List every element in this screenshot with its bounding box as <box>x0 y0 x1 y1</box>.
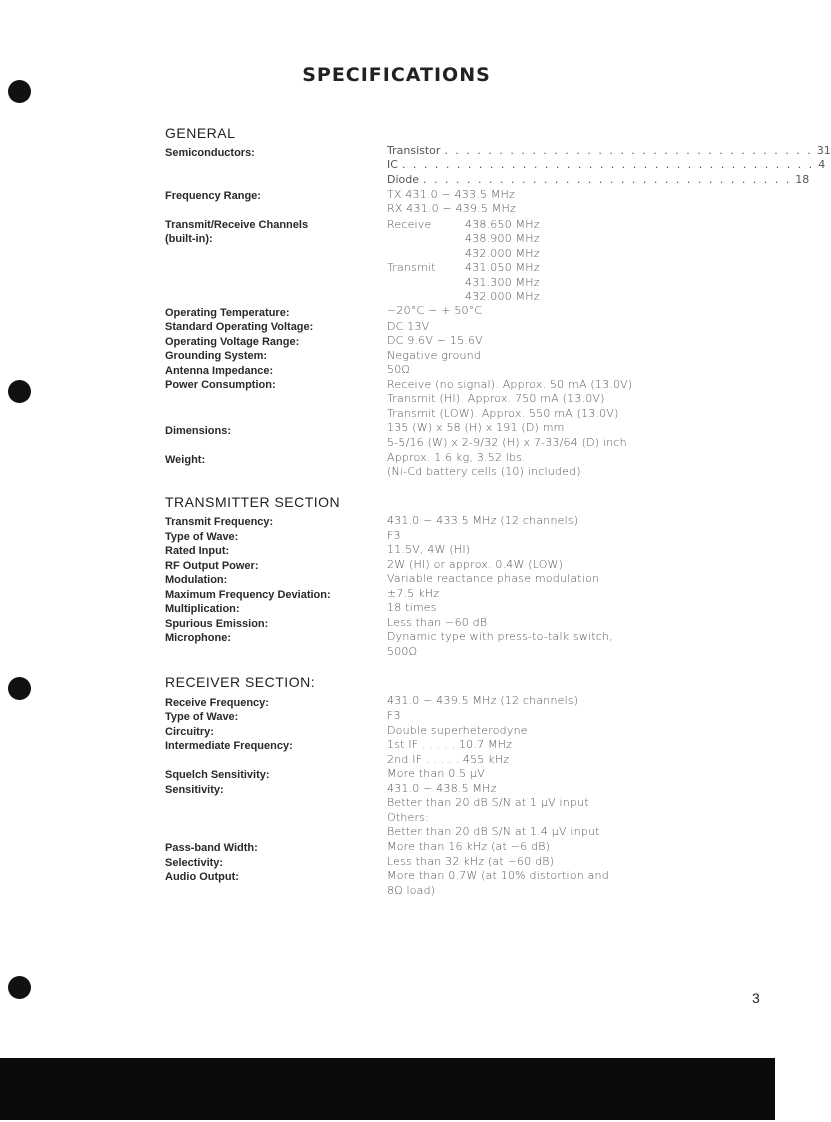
standard-voltage: DC 13V <box>387 320 430 333</box>
audio-output-load: 8Ω load) <box>387 884 436 897</box>
spurious-emission: Less than −60 dB <box>387 616 488 629</box>
microphone: Dynamic type with press-to-talk switch, <box>387 630 613 643</box>
selectivity: Less than 32 kHz (at −60 dB) <box>387 855 555 868</box>
power-transmit-hi: Transmit (HI). Approx. 750 mA (13.0V) <box>387 392 605 405</box>
dimensions-label: Dimensions: <box>165 425 232 437</box>
tx-type-of-wave-label: Type of Wave: <box>165 531 239 543</box>
passband-width: More than 16 kHz (at −6 dB) <box>387 840 551 853</box>
rf-output: 2W (HI) or approx. 0.4W (LOW) <box>387 558 564 571</box>
antenna-label: Antenna Impedance: <box>165 365 274 377</box>
circuitry: Double superheterodyne <box>387 724 528 737</box>
scan-edge-bar <box>0 1058 775 1120</box>
max-deviation: ±7.5 kHz <box>387 587 440 600</box>
operating-temperature-label: Operating Temperature: <box>165 307 290 319</box>
antenna-impedance: 50Ω <box>387 363 411 376</box>
sensitivity-label: Sensitivity: <box>165 784 224 796</box>
dot-leader: . . . . . . . . . . . . . . . . . . . . . . . . . . . . . . . . . . <box>444 144 813 157</box>
sensitivity-others-value: Better than 20 dB S/N at 1.4 μV input <box>387 825 600 838</box>
operating-temperature: −20°C ~ + 50°C <box>387 304 483 317</box>
dimensions-inch: 5-5/16 (W) x 2-9/32 (H) x 7-33/64 (D) inch <box>387 436 627 449</box>
semiconductor-row <box>387 144 831 157</box>
receive-channel: 438.900 MHz <box>465 232 540 245</box>
audio-output: More than 0.7W (at 10% distortion and <box>387 869 609 882</box>
page-number: 3 <box>752 990 760 1006</box>
receive-channels-label: Receive <box>387 218 432 231</box>
semiconductor-name: Transistor <box>387 144 441 157</box>
sensitivity-value: Better than 20 dB S/N at 1 μV input <box>387 796 589 809</box>
rx-type-of-wave-label: Type of Wave: <box>165 711 239 723</box>
if-label: Intermediate Frequency: <box>165 740 293 752</box>
power-receive: Receive (no signal). Approx. 50 mA (13.0V) <box>387 378 633 391</box>
channels-label-2: (built-in): <box>165 233 213 245</box>
transmit-channel: 431.050 MHz <box>465 261 540 274</box>
receive-frequency: 431.0 ~ 439.5 MHz (12 channels) <box>387 694 579 707</box>
dimensions-mm: 135 (W) x 58 (H) x 191 (D) mm <box>387 421 565 434</box>
semiconductor-count: 31 <box>816 144 831 157</box>
semiconductor-row <box>387 158 826 171</box>
frequency-range-label: Frequency Range: <box>165 190 261 202</box>
spurious-label: Spurious Emission: <box>165 618 269 630</box>
semiconductors-label: Semiconductors: <box>165 147 255 159</box>
sensitivity-range: 431.0 ~ 438.5 MHz <box>387 782 497 795</box>
microphone-label: Microphone: <box>165 632 231 644</box>
transmit-channels-label: Transmit <box>387 261 436 274</box>
rx-type-of-wave: F3 <box>387 709 401 722</box>
voltage-range-label: Operating Voltage Range: <box>165 336 300 348</box>
page-title: SPECIFICATIONS <box>302 64 491 86</box>
modulation: Variable reactance phase modulation <box>387 572 600 585</box>
selectivity-label: Selectivity: <box>165 857 224 869</box>
squelch-sensitivity: More than 0.5 μV <box>387 767 485 780</box>
receive-frequency-label: Receive Frequency: <box>165 697 269 709</box>
squelch-label: Squelch Sensitivity: <box>165 769 270 781</box>
rated-input-label: Rated Input: <box>165 545 230 557</box>
semiconductor-row <box>387 173 810 186</box>
voltage-range: DC 9.6V ~ 15.6V <box>387 334 483 347</box>
transmitter-heading: TRANSMITTER SECTION <box>165 494 341 510</box>
audio-output-label: Audio Output: <box>165 871 239 883</box>
rf-output-label: RF Output Power: <box>165 560 259 572</box>
multiplication: 18 times <box>387 601 437 614</box>
frequency-range-rx: RX 431.0 ~ 439.5 MHz <box>387 202 516 215</box>
max-deviation-label: Maximum Frequency Deviation: <box>165 589 331 601</box>
transmit-frequency-label: Transmit Frequency: <box>165 516 274 528</box>
dot-leader: . . . . . . . . . . . . . . . . . . . . . . . . . . . . . . . . . . <box>423 173 792 186</box>
binder-hole <box>8 80 31 103</box>
standard-voltage-label: Standard Operating Voltage: <box>165 321 314 333</box>
semiconductor-name: Diode <box>387 173 420 186</box>
power-label: Power Consumption: <box>165 379 276 391</box>
receiver-heading: RECEIVER SECTION: <box>165 674 316 690</box>
transmit-frequency: 431.0 ~ 433.5 MHz (12 channels) <box>387 514 579 527</box>
semiconductor-name: IC <box>387 158 398 171</box>
frequency-range-tx: TX 431.0 ~ 433.5 MHz <box>387 188 515 201</box>
semiconductor-count: 18 <box>795 173 810 186</box>
weight-note: (Ni-Cd battery cells (10) included) <box>387 465 581 478</box>
tx-type-of-wave: F3 <box>387 529 401 542</box>
multiplication-label: Multiplication: <box>165 603 240 615</box>
circuitry-label: Circuitry: <box>165 726 214 738</box>
receive-channel: 432.000 MHz <box>465 247 540 260</box>
transmit-channel: 432.000 MHz <box>465 290 540 303</box>
second-if: 2nd IF . . . . . 455 kHz <box>387 753 510 766</box>
grounding-label: Grounding System: <box>165 350 268 362</box>
modulation-label: Modulation: <box>165 574 228 586</box>
power-transmit-low: Transmit (LOW). Approx. 550 mA (13.0V) <box>387 407 619 420</box>
sensitivity-others: Others: <box>387 811 430 824</box>
weight-label: Weight: <box>165 454 206 466</box>
binder-hole <box>8 380 31 403</box>
binder-hole <box>8 677 31 700</box>
transmit-channel: 431.300 MHz <box>465 276 540 289</box>
weight: Approx. 1.6 kg, 3.52 lbs. <box>387 451 526 464</box>
dot-leader: . . . . . . . . . . . . . . . . . . . . . . . . . . . . . . . . . . . . . . <box>401 158 815 171</box>
semiconductor-count: 4 <box>818 158 826 171</box>
grounding: Negative ground <box>387 349 482 362</box>
receive-channel: 438.650 MHz <box>465 218 540 231</box>
channels-label: Transmit/Receive Channels <box>165 219 309 231</box>
rated-input: 11.5V, 4W (HI) <box>387 543 471 556</box>
microphone-impedance: 500Ω <box>387 645 418 658</box>
general-heading: GENERAL <box>165 125 236 141</box>
passband-label: Pass-band Width: <box>165 842 258 854</box>
binder-hole <box>8 976 31 999</box>
first-if: 1st IF . . . . . 10.7 MHz <box>387 738 513 751</box>
